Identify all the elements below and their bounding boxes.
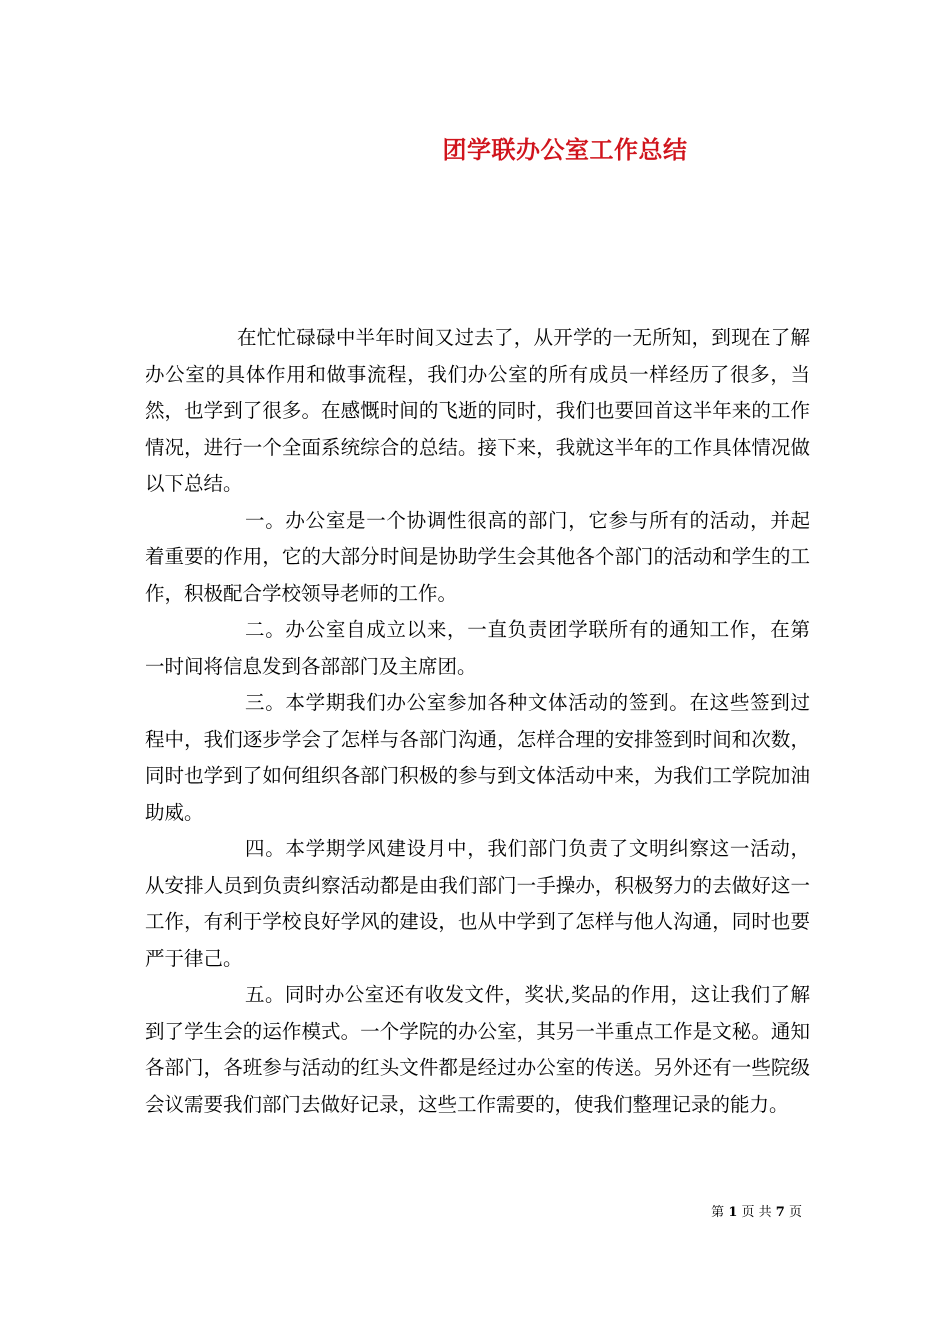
document-body: [145, 320, 810, 1123]
footer-total-pages: 7: [775, 1205, 785, 1220]
section-paragraph-2: 二。办公室自成立以来，一直负责团学联所有的通知工作，在第一时间将信息发到各部部门及主席团。: [145, 618, 810, 678]
footer-current-page: 1: [728, 1205, 738, 1220]
intro-paragraph: 在忙忙碌碌中半年时间又过去了，从开学的一无所知，到现在了解办公室的具体作用和做事流程，我们办公室的所有成员一样经历了很多，当然，也学到了很多。在感慨时间的飞逝的同时，我们也要回首这半年来的工作情况，进行一个全面系统综合的总结。接下来，我就这半年的工作具体情况做以下总结。: [145, 326, 810, 495]
footer-suffix: 页: [788, 1205, 802, 1220]
footer-middle: 页 共: [741, 1205, 772, 1220]
section-paragraph-5: 五。同时办公室还有收发文件，奖状,奖品的作用，这让我们了解到了学生会的运作模式。一个学院的办公室，其另一半重点工作是文秘。通知各部门，各班参与活动的红头文件都是经过办公室的传送。另外还有一些院级会议需要我们部门去做好记录，这些工作需要的，使我们整理记录的能力。: [145, 983, 810, 1116]
page-footer: [711, 1201, 802, 1220]
section-paragraph-1: 一。办公室是一个协调性很高的部门，它参与所有的活动，并起着重要的作用，它的大部分时间是协助学生会其他各个部门的活动和学生的工作，积极配合学校领导老师的工作。: [145, 508, 810, 605]
document-title: 团学联办公室工作总结: [442, 135, 688, 164]
section-paragraph-3: 三。本学期我们办公室参加各种文体活动的签到。在这些签到过程中，我们逐步学会了怎样与各部门沟通，怎样合理的安排签到时间和次数，同时也学到了如何组织各部门积极的参与到文体活动中来，为我们工学院加油助威。: [145, 691, 810, 824]
section-paragraph-4: 四。本学期学风建设月中，我们部门负责了文明纠察这一活动，从安排人员到负责纠察活动都是由我们部门一手操办，积极努力的去做好这一工作，有利于学校良好学风的建设，也从中学到了怎样与他人沟通，同时也要严于律己。: [145, 837, 810, 970]
footer-prefix: 第: [711, 1205, 725, 1220]
